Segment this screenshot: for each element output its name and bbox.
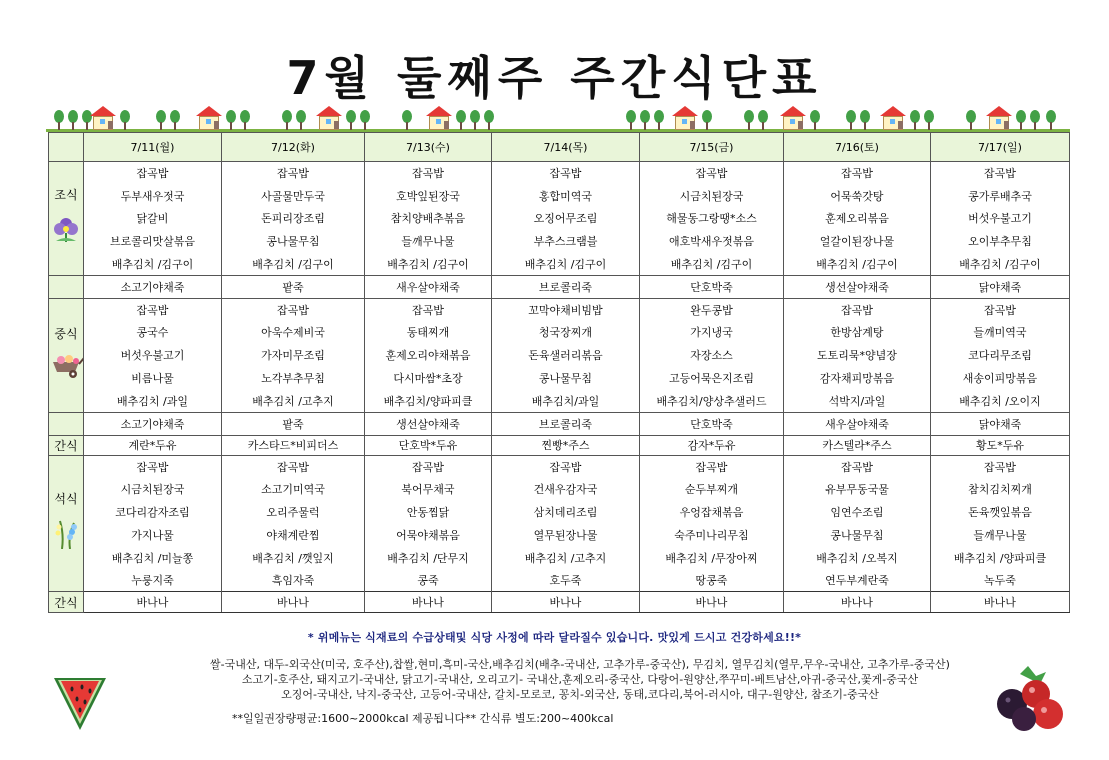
menu-row [49, 298, 1070, 321]
menu-cell: 소고기미역국 [222, 478, 365, 501]
tree-icon [810, 110, 820, 130]
menu-cell: 팥죽 [222, 275, 365, 298]
menu-cell: 노각부추무침 [222, 367, 365, 390]
menu-cell: 배추김치 /김구이 [222, 253, 365, 276]
menu-cell: 배추김치 /단무지 [365, 546, 492, 569]
house-icon [986, 106, 1012, 130]
menu-cell: 브로콜리맛살볶음 [84, 230, 222, 253]
tree-icon [240, 110, 250, 130]
menu-cell: 새우살야채죽 [365, 275, 492, 298]
menu-cell: 브로콜리죽 [492, 275, 640, 298]
menu-cell: 닭갈비 [84, 207, 222, 230]
menu-cell: 잡곡밥 [84, 298, 222, 321]
meal-label-cell [49, 435, 84, 455]
menu-cell: 배추김치 /김구이 [640, 253, 784, 276]
tree-icon [68, 110, 78, 130]
menu-row [49, 321, 1070, 344]
menu-cell: 바나나 [492, 592, 640, 613]
menu-cell: 잡곡밥 [365, 298, 492, 321]
menu-cell: 훈제오리볶음 [784, 207, 931, 230]
menu-cell: 어묵야채볶음 [365, 523, 492, 546]
menu-cell: 배추김치 /김구이 [84, 253, 222, 276]
meal-label-cell [49, 412, 84, 435]
menu-cell: 녹두죽 [931, 569, 1070, 592]
house-icon [316, 106, 342, 130]
village-banner [46, 100, 1070, 134]
menu-row [49, 367, 1070, 390]
menu-cell: 청국장찌개 [492, 321, 640, 344]
menu-cell: 들깨무나물 [931, 523, 1070, 546]
menu-cell: 북어무채국 [365, 478, 492, 501]
house-icon [672, 106, 698, 130]
tree-icon [626, 110, 636, 130]
menu-cell: 배추김치 /김구이 [784, 253, 931, 276]
menu-cell: 잡곡밥 [492, 162, 640, 185]
tree-icon [640, 110, 650, 130]
menu-cell: 안동찜닭 [365, 501, 492, 524]
menu-row [49, 478, 1070, 501]
tree-icon [282, 110, 292, 130]
menu-cell: 부추스크램블 [492, 230, 640, 253]
day-header: 7/15(금) [640, 133, 784, 162]
tree-icon [226, 110, 236, 130]
menu-cell: 잡곡밥 [931, 162, 1070, 185]
menu-cell: 바나나 [784, 592, 931, 613]
menu-cell: 돈육깻잎볶음 [931, 501, 1070, 524]
meal-label: 중식 [54, 326, 78, 341]
menu-cell: 배추김치 /무장아찌 [640, 546, 784, 569]
menu-cell: 배추김치 /오복지 [784, 546, 931, 569]
menu-cell: 닭야채죽 [931, 412, 1070, 435]
menu-cell: 잡곡밥 [640, 455, 784, 478]
menu-cell: 소고기야채죽 [84, 275, 222, 298]
porridge-row [49, 275, 1070, 298]
menu-cell: 코다리감자조림 [84, 501, 222, 524]
menu-cell: 단호박죽 [640, 412, 784, 435]
menu-cell: 배추김치 /깻잎지 [222, 546, 365, 569]
menu-cell: 바나나 [222, 592, 365, 613]
menu-cell: 해물동그랑땡*소스 [640, 207, 784, 230]
menu-cell: 열무된장나물 [492, 523, 640, 546]
menu-cell: 배추김치 /김구이 [365, 253, 492, 276]
menu-cell: 비름나물 [84, 367, 222, 390]
menu-row [49, 253, 1070, 276]
menu-cell: 땅콩죽 [640, 569, 784, 592]
menu-cell: 찐빵*주스 [492, 435, 640, 455]
menu-cell: 돈피리장조림 [222, 207, 365, 230]
menu-row [49, 389, 1070, 412]
day-header: 7/13(수) [365, 133, 492, 162]
menu-row [49, 523, 1070, 546]
house-icon [880, 106, 906, 130]
menu-cell: 황도*두유 [931, 435, 1070, 455]
menu-cell: 생선살야채죽 [365, 412, 492, 435]
day-header: 7/17(일) [931, 133, 1070, 162]
day-header: 7/16(토) [784, 133, 931, 162]
menu-cell: 다시마쌈*초장 [365, 367, 492, 390]
menu-cell: 가지냉국 [640, 321, 784, 344]
snack-row [49, 435, 1070, 455]
menu-cell: 잡곡밥 [931, 298, 1070, 321]
corner-cell [49, 133, 84, 162]
meal-label-cell [49, 275, 84, 298]
menu-cell: 두부새우젓국 [84, 184, 222, 207]
meal-label: 간식 [54, 438, 78, 453]
meal-label: 조식 [54, 187, 78, 202]
menu-cell: 소고기야채죽 [84, 412, 222, 435]
menu-cell: 배추김치/양파피클 [365, 389, 492, 412]
menu-cell: 잡곡밥 [784, 298, 931, 321]
porridge-row [49, 412, 1070, 435]
menu-cell: 팥죽 [222, 412, 365, 435]
menu-cell: 임연수조림 [784, 501, 931, 524]
menu-cell: 배추김치/과일 [492, 389, 640, 412]
day-header: 7/14(목) [492, 133, 640, 162]
menu-cell: 오이부추무침 [931, 230, 1070, 253]
menu-cell: 삼치데리조림 [492, 501, 640, 524]
menu-cell: 고등어묵은지조림 [640, 367, 784, 390]
menu-cell: 단호박죽 [640, 275, 784, 298]
weekly-menu-table [48, 132, 1070, 613]
menu-cell: 잡곡밥 [222, 455, 365, 478]
menu-cell: 새송이피망볶음 [931, 367, 1070, 390]
menu-cell: 바나나 [84, 592, 222, 613]
menu-notice: * 위메뉴는 식재료의 수급상태및 식당 사정에 따라 달라질수 있습니다. 맛있게 드시고 건강하세요!!* [307, 631, 802, 644]
page-title: 7월 둘째주 주간식단표 [286, 51, 823, 105]
menu-cell: 들깨무나물 [365, 230, 492, 253]
berries-icon [990, 664, 1070, 734]
tree-icon [170, 110, 180, 130]
menu-cell: 버섯우불고기 [931, 207, 1070, 230]
menu-cell: 계란*두유 [84, 435, 222, 455]
menu-cell: 시금치된장국 [84, 478, 222, 501]
day-header: 7/11(월) [84, 133, 222, 162]
menu-cell: 카스타드*비피더스 [222, 435, 365, 455]
origin-line: 쌀-국내산, 대두-외국산(미국, 호주산),찹쌀,현미,흑미-국산,배추김치(배추-국내산, 고추가루-중국산), 무김치, 열무김치(열무,무우-국내산, 고추가루-중국산) [210, 658, 950, 671]
tree-icon [924, 110, 934, 130]
menu-cell: 훈제오리야채볶음 [365, 344, 492, 367]
menu-cell: 바나나 [640, 592, 784, 613]
menu-cell: 배추김치 /고추지 [492, 546, 640, 569]
menu-cell: 석박지/과일 [784, 389, 931, 412]
menu-row [49, 184, 1070, 207]
tree-icon [758, 110, 768, 130]
flower-cart-icon [51, 354, 81, 378]
menu-row [49, 207, 1070, 230]
menu-row [49, 546, 1070, 569]
menu-cell: 잡곡밥 [222, 162, 365, 185]
house-icon [780, 106, 806, 130]
menu-cell: 꼬막야채비빔밥 [492, 298, 640, 321]
menu-cell: 카스텔라*주스 [784, 435, 931, 455]
menu-cell: 동태찌개 [365, 321, 492, 344]
menu-cell: 가자미무조림 [222, 344, 365, 367]
menu-cell: 순두부찌개 [640, 478, 784, 501]
menu-cell: 콩나물무침 [784, 523, 931, 546]
menu-cell: 흑임자죽 [222, 569, 365, 592]
menu-cell: 배추김치 /과일 [84, 389, 222, 412]
tree-icon [702, 110, 712, 130]
bluebell-flower-icon [51, 519, 81, 549]
menu-cell: 잡곡밥 [931, 455, 1070, 478]
menu-cell: 배추김치/양상추샐러드 [640, 389, 784, 412]
menu-cell: 배추김치 /양파피클 [931, 546, 1070, 569]
menu-cell: 가지나물 [84, 523, 222, 546]
menu-cell: 바나나 [931, 592, 1070, 613]
menu-cell: 배추김치 /미늘쫑 [84, 546, 222, 569]
menu-cell: 잡곡밥 [84, 455, 222, 478]
menu-cell: 감자채피망볶음 [784, 367, 931, 390]
menu-cell: 우엉잡채볶음 [640, 501, 784, 524]
menu-cell: 호박잎된장국 [365, 184, 492, 207]
menu-row [49, 501, 1070, 524]
menu-cell: 잡곡밥 [640, 162, 784, 185]
tree-icon [744, 110, 754, 130]
tree-icon [654, 110, 664, 130]
menu-cell: 아욱수제비국 [222, 321, 365, 344]
menu-cell: 연두부계란죽 [784, 569, 931, 592]
day-header-row [49, 133, 1070, 162]
menu-cell: 잡곡밥 [365, 162, 492, 185]
tree-icon [456, 110, 466, 130]
meal-label-cell [49, 455, 84, 592]
menu-cell: 배추김치 /오이지 [931, 389, 1070, 412]
menu-row [49, 455, 1070, 478]
menu-cell: 시금치된장국 [640, 184, 784, 207]
tree-icon [120, 110, 130, 130]
tree-icon [966, 110, 976, 130]
menu-cell: 자장소스 [640, 344, 784, 367]
menu-cell: 홍합미역국 [492, 184, 640, 207]
menu-cell: 야채계란찜 [222, 523, 365, 546]
menu-cell: 잡곡밥 [784, 162, 931, 185]
menu-cell: 오징어무조림 [492, 207, 640, 230]
menu-cell: 참치김치찌개 [931, 478, 1070, 501]
menu-cell: 사골물만두국 [222, 184, 365, 207]
menu-cell: 들깨미역국 [931, 321, 1070, 344]
menu-cell: 배추김치 /김구이 [492, 253, 640, 276]
menu-row [49, 162, 1070, 185]
menu-cell: 배추김치 /고추지 [222, 389, 365, 412]
tree-icon [156, 110, 166, 130]
origin-line: 소고기-호주산, 돼지고기-국내산, 닭고기-국내산, 오리고기- 국내산,훈제오리-중국산, 다랑어-원양산,쭈꾸미-베트남산,아귀-중국산,꽃게-중국산 [241, 673, 919, 686]
menu-row [49, 344, 1070, 367]
tree-icon [1030, 110, 1040, 130]
menu-cell: 닭야채죽 [931, 275, 1070, 298]
menu-cell: 호두죽 [492, 569, 640, 592]
violet-flower-icon [51, 215, 81, 243]
tree-icon [54, 110, 64, 130]
meal-label-cell [49, 298, 84, 412]
house-icon [90, 106, 116, 130]
menu-cell: 브로콜리죽 [492, 412, 640, 435]
menu-cell: 잡곡밥 [784, 455, 931, 478]
meal-label-cell [49, 162, 84, 276]
tree-icon [296, 110, 306, 130]
menu-cell: 애호박새우젓볶음 [640, 230, 784, 253]
origin-line: 오징어-국내산, 낙지-중국산, 고등어-국내산, 갈치-모로코, 꽁치-외국산, 동태,코다리,북어-러시아, 대구-원양산, 참조기-중국산 [281, 688, 879, 701]
menu-cell: 콩가루배추국 [931, 184, 1070, 207]
menu-cell: 돈육샐러리볶음 [492, 344, 640, 367]
watermelon-icon [50, 664, 110, 734]
tree-icon [484, 110, 494, 130]
menu-cell: 콩나물무침 [222, 230, 365, 253]
menu-cell: 숙주미나리무침 [640, 523, 784, 546]
menu-cell: 한방삼계탕 [784, 321, 931, 344]
menu-cell: 콩죽 [365, 569, 492, 592]
menu-cell: 콩국수 [84, 321, 222, 344]
menu-cell: 잡곡밥 [222, 298, 365, 321]
tree-icon [346, 110, 356, 130]
fruit-row [49, 592, 1070, 613]
menu-cell: 감자*두유 [640, 435, 784, 455]
tree-icon [1016, 110, 1026, 130]
menu-cell: 유부무동국물 [784, 478, 931, 501]
menu-cell: 도토리묵*양념장 [784, 344, 931, 367]
calorie-note: **일일권장량평균:1600~2000kcal 제공됩니다** 간식류 별도:200~400kcal [232, 712, 614, 725]
menu-row [49, 569, 1070, 592]
menu-cell: 바나나 [365, 592, 492, 613]
menu-cell: 오리주물럭 [222, 501, 365, 524]
tree-icon [860, 110, 870, 130]
menu-cell: 단호박*두유 [365, 435, 492, 455]
tree-icon [910, 110, 920, 130]
menu-cell: 잡곡밥 [365, 455, 492, 478]
menu-cell: 누룽지죽 [84, 569, 222, 592]
tree-icon [470, 110, 480, 130]
tree-icon [360, 110, 370, 130]
menu-cell: 콩나물무침 [492, 367, 640, 390]
menu-cell: 건새우감자국 [492, 478, 640, 501]
meal-label-cell [49, 592, 84, 613]
meal-label: 석식 [54, 491, 78, 506]
menu-cell: 잡곡밥 [492, 455, 640, 478]
house-icon [196, 106, 222, 130]
house-icon [426, 106, 452, 130]
menu-cell: 생선살야채죽 [784, 275, 931, 298]
menu-cell: 완두콩밥 [640, 298, 784, 321]
day-header: 7/12(화) [222, 133, 365, 162]
menu-cell: 참치양배추볶음 [365, 207, 492, 230]
menu-cell: 얼갈이된장나물 [784, 230, 931, 253]
tree-icon [402, 110, 412, 130]
menu-cell: 버섯우불고기 [84, 344, 222, 367]
menu-row [49, 230, 1070, 253]
menu-cell: 잡곡밥 [84, 162, 222, 185]
menu-cell: 배추김치 /김구이 [931, 253, 1070, 276]
menu-cell: 새우살야채죽 [784, 412, 931, 435]
menu-cell: 코다리무조림 [931, 344, 1070, 367]
menu-cell: 어묵쑥갓탕 [784, 184, 931, 207]
meal-label: 간식 [54, 595, 78, 610]
tree-icon [846, 110, 856, 130]
tree-icon [1046, 110, 1056, 130]
